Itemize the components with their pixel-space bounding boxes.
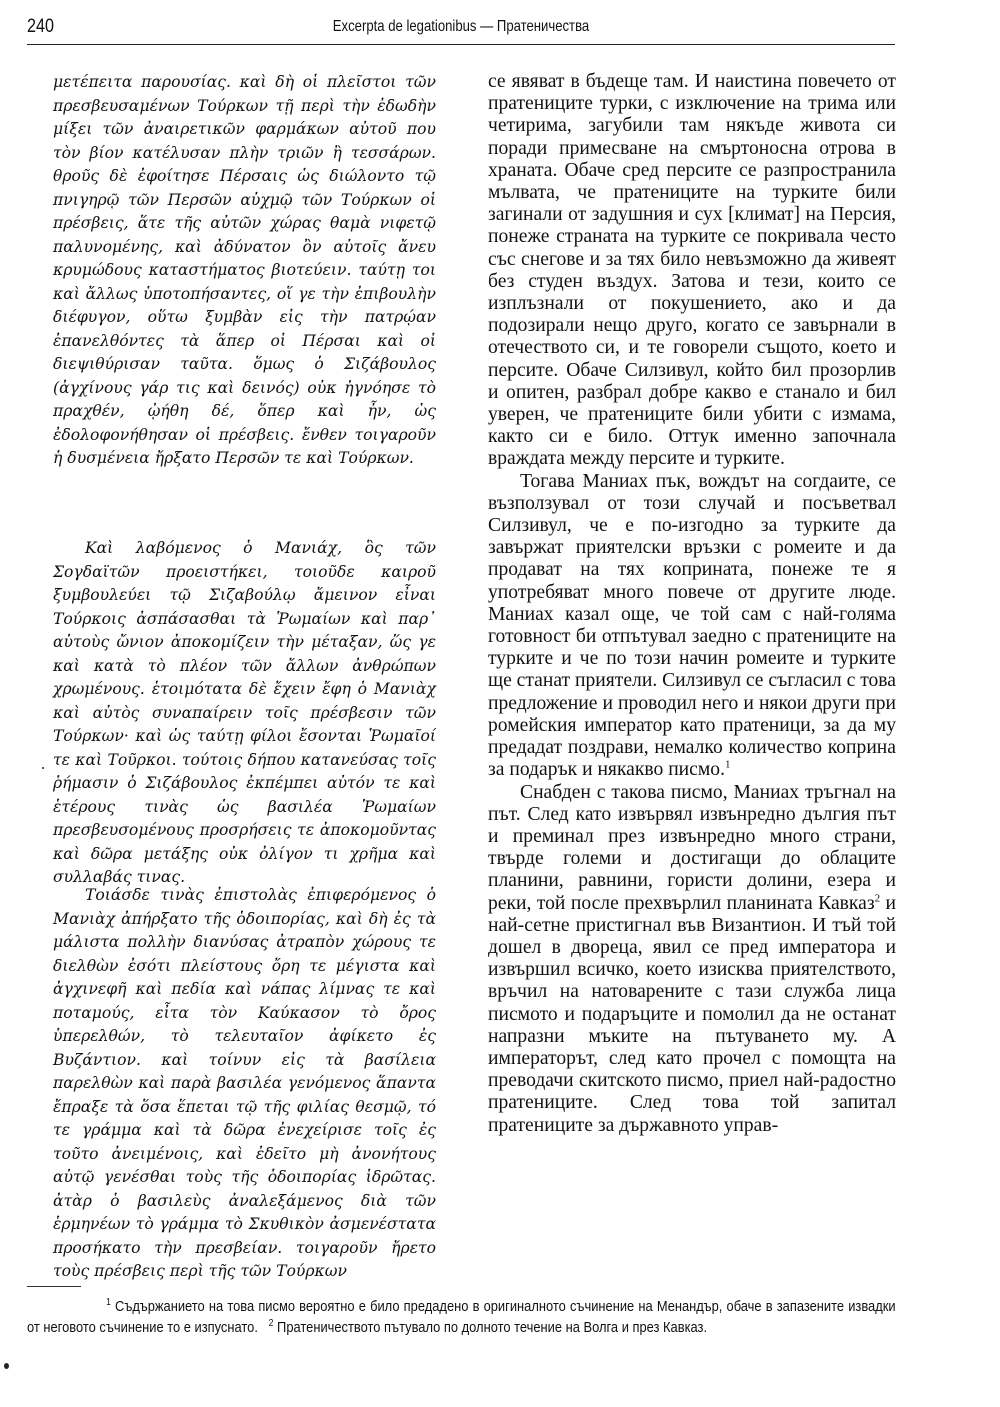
greek-text: Τοιάσδε τινὰς ἐπιστολὰς ἐπιφερόμενος ὁ Μανιὰχ ἀπήρξατο τῆς ὁδοιπορίας, καὶ δὴ ἐς τὰ μάλιστα πολλὴν διανύσας ἀτραπὸν χώρους τε διελθὼν ἐσότι πλείστους ὄρη τε μέγιστα καὶ ἀγχινεφῆ καὶ πεδία καὶ νάπας λίμνας τε καὶ ποταμούς, εἶτα τὸν Καύκασον τὸ ὄρος ὑπερελθών, τὸ τελευταῖον ἀφίκετο ἐς Βυζάντιον. καὶ τοίνυν εἰς τὰ βασίλεια παρελθὼν καὶ παρὰ βασιλέα γενόμενος ἅπαντα ἔπραξε τὰ ὅσα ἕπεται τῷ τῆς φιλίας θεσμῷ, τό τε γράμμα καὶ τὰ δῶρα ἐνεχείρισε τοῖς ἐς τοῦτο ἀνειμένοις, καὶ ἐδεῖτο μὴ ἀνονήτους αὐτῷ γενέσθαι τοὺς τῆς ὁδοιπορίας ἱδρῶτας. ἀτὰρ ὁ βασιλεὺς ἀναλεξάμενος διὰ τῶν ἑρμηνέων τὸ γράμμα τὸ Σκυθικὸν ἀσμενέστατα προσήκατο τὴν πρεσβείαν. τοιγαροῦν ἤρετο τοὺς πρέσβεις περὶ τῆς τῶν Τούρκων bbox=[53, 886, 436, 1280]
footnote-ref-1[interactable]: 1 bbox=[724, 758, 731, 771]
greek-text: Καὶ λαβόμενος ὁ Μανιάχ, ὃς τῶν Σογδαϊτῶν προειστήκει, τοιοῦδε καιροῦ ξυμβουλεύει τῷ Σιζαβούλῳ ἄμεινον εἶναι Τούρκοις ἀσπάσασθαι τὰ Ῥωμαίων καὶ παρ᾽ αὐτοὺς ὤνιον ἀποκομίζειν τὴν μέταξαν, ὥς γε καὶ κατὰ τὸ πλέον τῶν ἄλλων ἀνθρώπων χρωμένους. ἑτοιμότατα δὲ ἔχειν ἔφη ὁ Μανιὰχ καὶ αὐτὸς συναπαίρειν τοῖς πρέσβεσιν τῶν Τούρκων· καὶ ὡς ταύτῃ φίλοι ἔσονται Ῥωμαῖοί τε καὶ Τοῦρκοι. τούτοις δήπου κατανεύσας τοῖς ῥήμασιν ὁ Σιζάβουλος ἐκπέμπει αὐτόν τε καὶ ἑτέρους τινὰς ὡς βασιλέα Ῥωμαίων πρεσβευσομένους προσρήσεις τε ἀποκομοῦντας καὶ δῶρα μετάξης οὐκ ὀλίγον τι χρῆμα καὶ συλλαβάς τινας. bbox=[53, 539, 436, 886]
header-rule bbox=[27, 44, 895, 45]
footnote-mark-2: 2 bbox=[268, 1318, 274, 1329]
greek-column-paragraph-3 bbox=[53, 884, 436, 1284]
page-number: 240 bbox=[27, 16, 54, 37]
greek-column-paragraph-1 bbox=[53, 71, 436, 471]
greek-column-paragraph-2 bbox=[53, 537, 436, 890]
page-header bbox=[27, 14, 895, 42]
bulgarian-paragraph-1: се явяват в бъдеще там. И наистина повечето от пратениците турки, с изключение на трима или четирима, загубили там някъде живота си поради примесване на смъртоносна отрова в храната. Обаче сред персите се разпространила мълвата, че пратениците на турките били загинали от задушния и сух [климат] на Персия, понеже страната на турките се покривала често със снегове и за тях било невъзможно да живеят без студен въздух. Затова и тези, които се изплъзнали от покушението, ако и да подозирали нещо друго, когато се завърнали в отечеството си, и те говорели същото, което и персите. Обаче Силзивул, който бил прозорлив и опитен, разбрал добре какво е станало и бил уверен, че пратениците били убити с измама, както си е било. Оттук именно започнала враждата между персите и турките. bbox=[488, 71, 896, 470]
footnote-1-text: Съдържанието на това писмо вероятно е било предадено в оригиналното съчинение на Менандър, обаче в запазените извадки от неговото съчинение то е изпуснато. bbox=[27, 1298, 896, 1336]
running-title: Excerpta de legationibus — Пратеничества bbox=[332, 18, 590, 35]
footnotes bbox=[27, 1296, 896, 1338]
footnotes-text bbox=[27, 1296, 896, 1338]
greek-text: μετέπειτα παρουσίας. καὶ δὴ οἱ πλεῖστοι τῶν πρεσβευσαμένων Τούρκων τῇ περὶ τὴν ἐδωδὴν μίξει τῶν ἀναιρετικῶν φαρμάκων αὐτοῦ που τὸν βίον κατέλυσαν πλὴν τριῶν ἢ τεσσάρων. θροῦς δὲ ἐφοίτησε Πέρσαις ὡς διώλοντο τῷ πνιγηρῷ τῶν Περσῶν αὐχμῷ τῶν Τούρκων οἱ πρέσβεις, ἅτε τῆς αὐτῶν χώρας θαμὰ νιφετῷ παλυνομένης, καὶ ἀδύνατον ὂν αὐτοῖς ἄνευ κρυμώδους καταστήματος βιοτεύειν. ταύτῃ τοι καὶ ἄλλως ὑποτοπήσαντες, οἵ γε τὴν ἐπιβουλὴν διέφυγον, οὕτω ξυμβὰν εἰς τὴν πατρῴαν ἐπανελθόντες τὰ ἅπερ οἱ Πέρσαι καὶ οἱ διεψιθύρισαν ταῦτα. ὅμως ὁ Σιζάβουλος (ἀγχίνους γάρ τις καὶ δεινός) οὐκ ἠγνόησε τὸ πραχθέν, ᾠήθη δέ, ὅπερ καὶ ἦν, ὡς ἐδολοφονήθησαν οἱ πρέσβεις. ἔνθεν τοιγαροῦν ἡ δυσμένεια ἤρξατο Περσῶν τε καὶ Τούρκων. bbox=[53, 73, 436, 467]
paragraph-text: и най-сетне пристигнал във Византион. И тъй той дошел в двореца, явил се пред императора и извършил всичко, което изисква приятелството, връчил на натоварените с тази служба лица писмото и подаръците и помолил да не останат напразни мъките на пътуването му. А императорът, след като прочел с помощта на преводачи скитското писмо, приел най-радостно пратениците. След това той запитал пратениците за държавното управ- bbox=[488, 892, 896, 1136]
scan-speck bbox=[4, 1363, 9, 1369]
paragraph-text: Тогава Маниах пък, вождът на согдаите, се възползувал от този случай и посъветвал Силзивул, че е по-изгодно за турките да завържат приятелски връзки с ромеите и да продават на тях коприната, понеже те я употребяват много повече от другите люде. Маниах казал още, че той сам с най-голяма готовност би отпътувал заедно с пратениците на турките и че по този начин ромеите и турките ще станат приятели. Силзивул се съгласил с това предложение и проводил него и някои други при ромейския император като пратеници, за да му предадат поздрави, немалко количество коприна за подарък и някакво писмо. bbox=[488, 470, 896, 781]
scan-speck bbox=[42, 767, 44, 769]
footnote-2-text: Пратеничеството пътувало по долното течение на Волга и през Кавказ. bbox=[273, 1319, 708, 1336]
footnote-rule bbox=[27, 1286, 81, 1287]
bulgarian-paragraph-3 bbox=[488, 782, 896, 1137]
footnote-mark-1: 1 bbox=[106, 1297, 111, 1308]
paragraph-text: Снабден с такова писмо, Маниах тръгнал на път. След като извървял извънредно дългия път и преминал през извънредно много страни, твърде големи и достигащи до облаците планини, равнини, гористи долини, езера и реки, той после прехвърлил планината Кавказ bbox=[488, 781, 896, 914]
bulgarian-column bbox=[488, 71, 896, 1137]
footnote-ref-2[interactable]: 2 bbox=[874, 891, 881, 904]
bulgarian-paragraph-2 bbox=[488, 471, 896, 782]
